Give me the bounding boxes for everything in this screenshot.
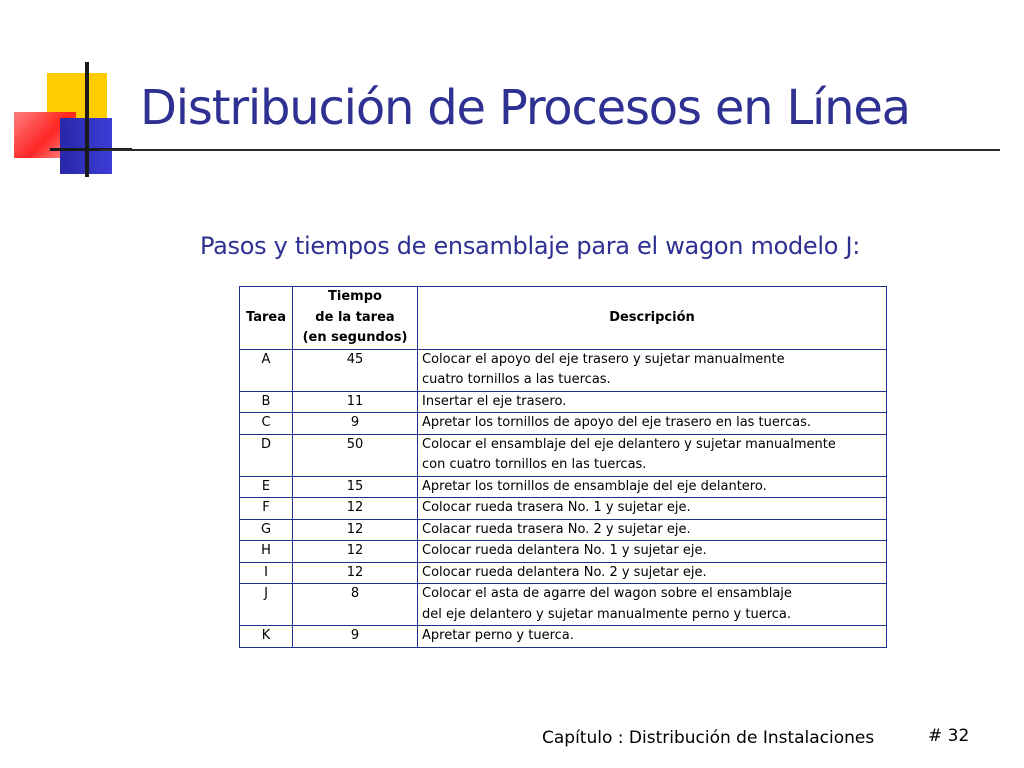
description-line: Apretar perno y tuerca. — [422, 628, 574, 643]
description-cell — [418, 584, 887, 626]
slide-logo-icon — [0, 0, 150, 190]
table-row — [240, 434, 887, 476]
table-body — [240, 349, 887, 647]
description-cell — [418, 562, 887, 584]
description-cell — [418, 413, 887, 435]
time-cell: 9 — [293, 413, 418, 435]
task-cell: K — [240, 626, 293, 648]
time-cell: 12 — [293, 541, 418, 563]
table-header-row — [240, 287, 887, 350]
time-cell: 11 — [293, 391, 418, 413]
description-line: Colocar rueda delantera No. 1 y sujetar eje. — [422, 543, 707, 558]
description-line: con cuatro tornillos en las tuercas. — [422, 457, 647, 472]
table-row — [240, 519, 887, 541]
task-cell: H — [240, 541, 293, 563]
header-descripcion: Descripción — [418, 287, 887, 350]
header-tiempo-line3: (en segundos) — [302, 330, 408, 345]
time-cell: 45 — [293, 349, 418, 391]
description-line: del eje delantero y sujetar manualmente perno y tuerca. — [422, 606, 792, 622]
description-cell — [418, 391, 887, 413]
time-cell: 15 — [293, 476, 418, 498]
time-cell: 9 — [293, 626, 418, 648]
footer-chapter: Capítulo : Distribución de Instalaciones — [542, 728, 875, 748]
task-cell: C — [240, 413, 293, 435]
description-cell — [418, 349, 887, 391]
header-tarea: Tarea — [240, 287, 293, 350]
slide-title: Distribución de Procesos en Línea — [140, 80, 910, 136]
description-line: Colocar el asta de agarre del wagon sobre el ensamblaje — [422, 586, 792, 601]
description-line: Colocar el apoyo del eje trasero y sujetar manualmente — [422, 351, 785, 367]
task-cell: A — [240, 349, 293, 391]
table-row — [240, 541, 887, 563]
header-tiempo-line1: Tiempo — [328, 289, 382, 304]
task-cell: D — [240, 434, 293, 476]
time-cell: 12 — [293, 519, 418, 541]
header-tiempo — [293, 287, 418, 350]
time-cell: 12 — [293, 498, 418, 520]
time-cell: 12 — [293, 562, 418, 584]
description-line: Colocar rueda trasera No. 1 y sujetar eje. — [422, 500, 691, 515]
task-cell: E — [240, 476, 293, 498]
task-cell: J — [240, 584, 293, 626]
task-cell: G — [240, 519, 293, 541]
description-line: Apretar los tornillos de ensamblaje del eje delantero. — [422, 478, 767, 494]
table-row — [240, 391, 887, 413]
task-cell: I — [240, 562, 293, 584]
table-row — [240, 476, 887, 498]
table-row — [240, 413, 887, 435]
table-row — [240, 584, 887, 626]
description-line: Colocar rueda delantera No. 2 y sujetar eje. — [422, 564, 707, 580]
description-line: Colocar el ensamblaje del eje delantero y sujetar manualmente — [422, 436, 836, 452]
logo-vertical-line — [85, 62, 89, 177]
task-cell: F — [240, 498, 293, 520]
description-line: Colacar rueda trasera No. 2 y sujetar eje. — [422, 521, 691, 537]
table-row — [240, 349, 887, 391]
description-line: Insertar el eje trasero. — [422, 393, 567, 409]
task-cell: B — [240, 391, 293, 413]
slide-subtitle: Pasos y tiempos de ensamblaje para el wagon modelo J: — [200, 232, 861, 260]
page-number: # 32 — [928, 726, 970, 746]
task-table — [239, 286, 887, 648]
description-cell — [418, 434, 887, 476]
header-tiempo-line2: de la tarea — [315, 309, 395, 325]
description-line: Apretar los tornillos de apoyo del eje trasero en las tuercas. — [422, 415, 811, 430]
title-underline — [100, 149, 1000, 151]
description-cell — [418, 626, 887, 648]
table-row — [240, 498, 887, 520]
description-cell — [418, 476, 887, 498]
time-cell: 50 — [293, 434, 418, 476]
description-cell — [418, 519, 887, 541]
description-cell — [418, 498, 887, 520]
table-row — [240, 562, 887, 584]
table-row — [240, 626, 887, 648]
description-line: cuatro tornillos a las tuercas. — [422, 372, 611, 387]
time-cell: 8 — [293, 584, 418, 626]
description-cell — [418, 541, 887, 563]
